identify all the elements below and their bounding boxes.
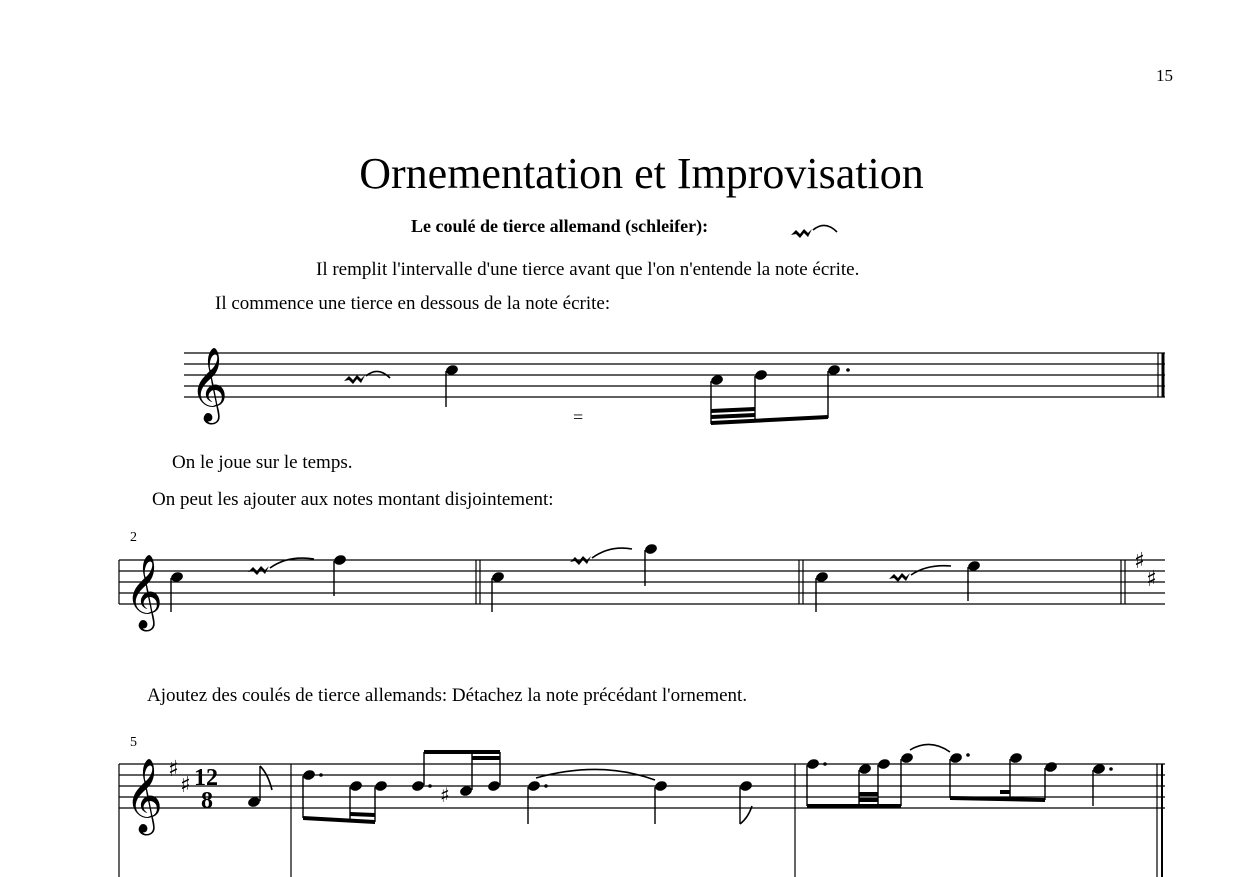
- note-head: [1009, 752, 1023, 765]
- treble-clef: 𝄞: [125, 555, 163, 629]
- note-head: [527, 780, 541, 793]
- sharp-sign: ♯: [180, 773, 191, 798]
- measure-number: 2: [130, 530, 137, 545]
- note-head: [411, 780, 425, 793]
- note-head: [739, 780, 753, 793]
- sharp-sign: ♯: [168, 757, 179, 782]
- measure-number: 5: [130, 735, 137, 750]
- note-head: [349, 780, 363, 793]
- note-head: [374, 780, 388, 793]
- treble-clef: 𝄞: [125, 759, 163, 833]
- note-head: [900, 752, 914, 765]
- note-head: [1044, 761, 1058, 774]
- note-head: [806, 758, 820, 771]
- equals-sign: =: [573, 407, 584, 427]
- note-head: [487, 780, 501, 793]
- tie: [910, 744, 950, 752]
- note-head: [302, 769, 316, 782]
- sharp-sign: ♯: [440, 783, 450, 807]
- paragraph-2: Il commence une tierce en dessous de la note écrite:: [215, 293, 611, 314]
- time-signature-bottom: 8: [201, 788, 213, 814]
- note-head: [654, 780, 668, 793]
- paragraph-3: On le joue sur le temps.: [172, 452, 353, 473]
- treble-clef: 𝄞: [190, 348, 228, 422]
- sharp-sign: ♯: [1146, 567, 1157, 592]
- section-heading: Le coulé de tierce allemand (schleifer):: [411, 216, 709, 236]
- paragraph-4: On peut les ajouter aux notes montant disjointement:: [152, 489, 554, 510]
- page-number: 15: [1156, 66, 1173, 85]
- note-head: [877, 758, 891, 771]
- paragraph-1: Il remplit l'intervalle d'une tierce avant que l'on n'entende la note écrite.: [316, 259, 860, 280]
- paragraph-5: Ajoutez des coulés de tierce allemands: Détachez la note précédant l'ornement.: [147, 685, 748, 706]
- sharp-sign: ♯: [1134, 549, 1145, 574]
- note-head: [949, 752, 963, 765]
- time-signature-top: 12: [194, 765, 218, 791]
- page-title: Ornementation et Improvisation: [359, 149, 924, 198]
